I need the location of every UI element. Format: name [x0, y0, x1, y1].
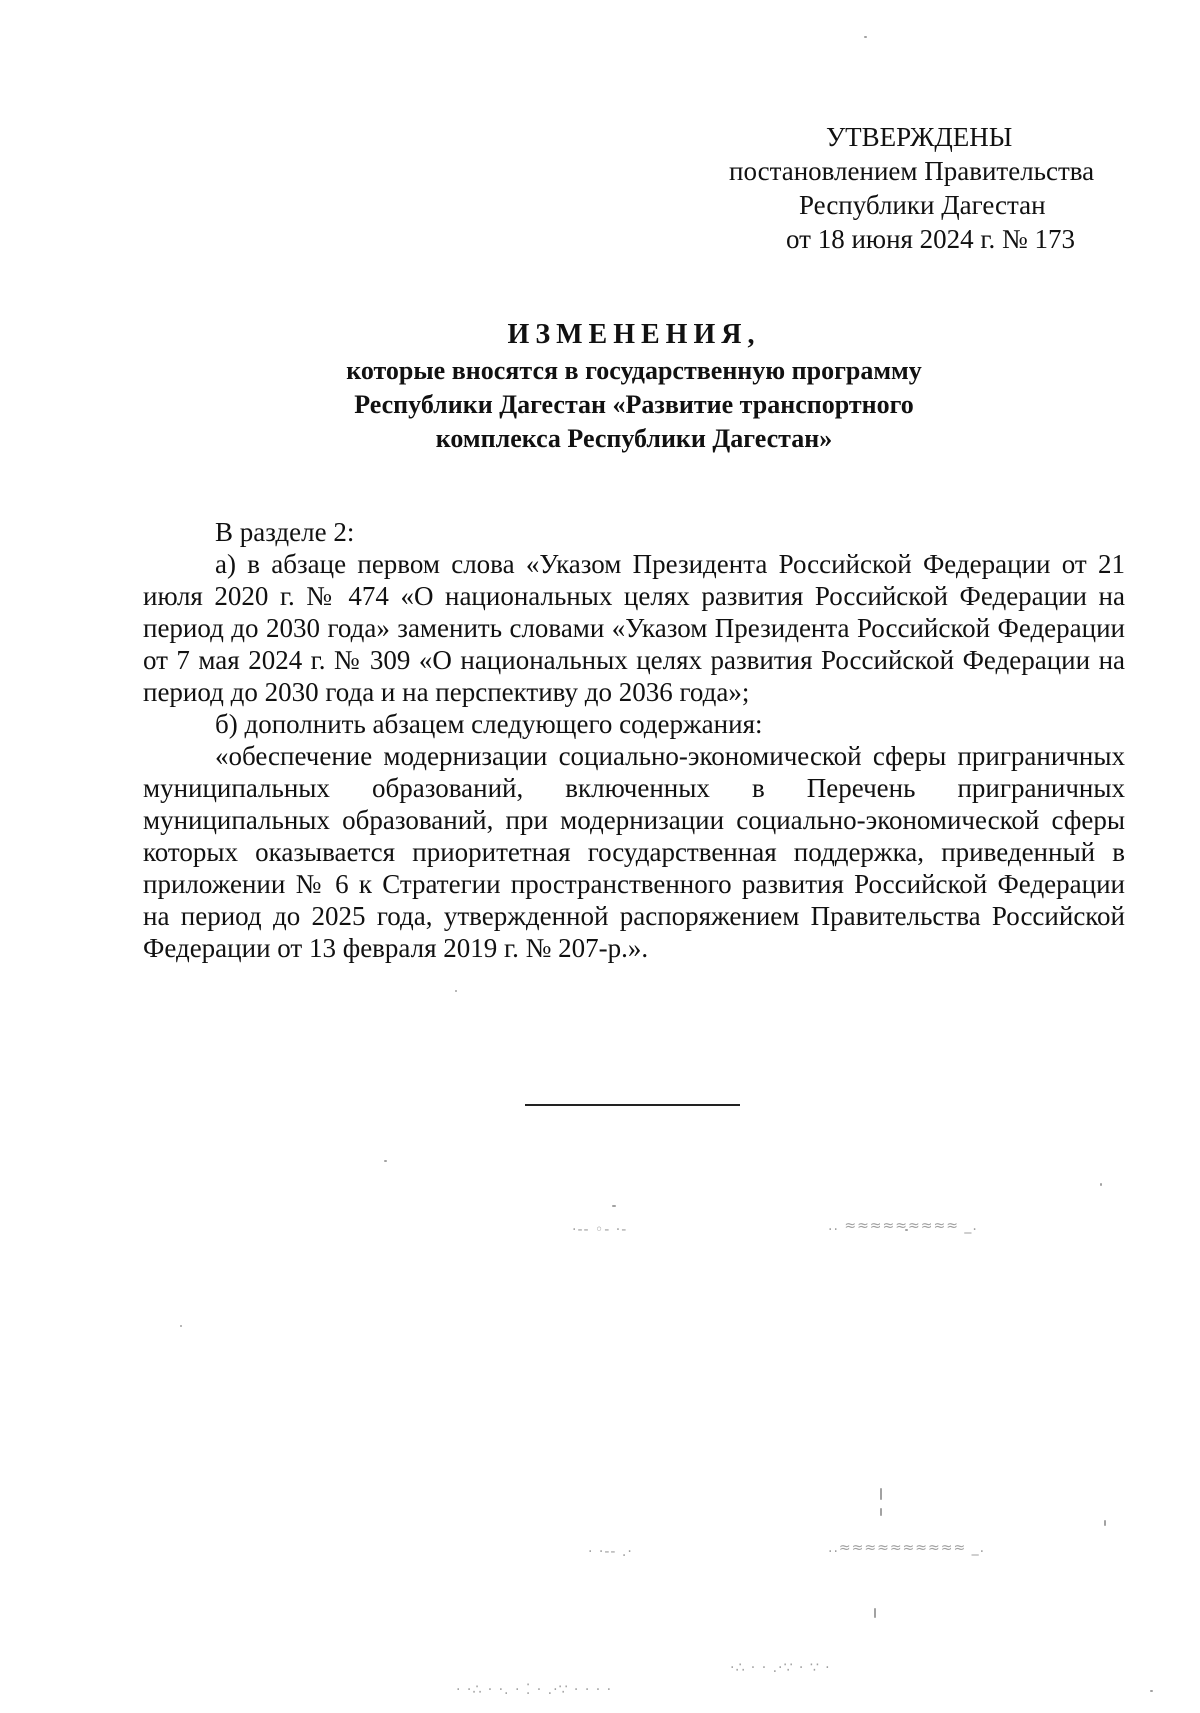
approval-region: Республики Дагестан: [799, 190, 1046, 220]
scan-speck: [1150, 1690, 1153, 1692]
scan-speck: [1104, 1520, 1106, 1526]
end-divider: [525, 1104, 740, 1106]
scan-speck: [180, 1325, 182, 1327]
scan-speck: [880, 1508, 882, 1516]
scan-artifact: · ·∴ · ·. · ⁚ · .·∵ · · · ·: [456, 1682, 613, 1698]
item-a-paragraph: а) в абзаце первом слова «Указом Президента Российской Федерации от 21 июля 2020 г. № 474 «О национальных целях развития Российской Федерации на период до 2030 года» заменить словами «Указом Президента Российской Федерации от 7 мая 2024 г. № 309 «О национальных целях развития Российской Федерации на период до 2030 года и на перспективу до 2036 года»;: [143, 549, 1125, 707]
scan-speck: [612, 1205, 616, 1207]
scan-speck: [384, 1160, 387, 1162]
scan-speck: [1100, 1183, 1102, 1186]
scan-speck: [874, 1608, 876, 1618]
title-line-3: комплекса Республики Дагестан»: [435, 424, 833, 453]
document-body: [143, 516, 1125, 964]
section-intro: В разделе 2:: [215, 517, 355, 547]
approval-authority: постановлением Правительства: [729, 156, 1095, 186]
scan-artifact: · ·-- .·: [588, 1544, 633, 1560]
scan-speck: [880, 1488, 882, 1500]
scan-artifact: ·-- ◦- ·-: [572, 1222, 628, 1238]
title-line-1: которые вносятся в государственную программу: [346, 356, 922, 385]
scan-artifact: ·∴ · · .·∵ · ∵ ·: [730, 1660, 831, 1676]
approval-date-number: от 18 июня 2024 г. № 173: [786, 224, 1075, 254]
title-main: ИЗМЕНЕНИЯ,: [507, 319, 761, 350]
approval-heading: УТВЕРЖДЕНЫ: [826, 122, 1013, 152]
quoted-paragraph: «обеспечение модернизации социально-экономической сферы приграничных муниципальных образований, включенных в Перечень приграничных муниципальных образований, при модернизации социально-экономической сферы которых оказывается приоритетная государственная поддержка, приведенный в приложении № 6 к Стратегии пространственного развития Российской Федерации на период до 2025 года, утвержденной распоряжением Правительства Российской Федерации от 13 февраля 2019 г. № 207-р.».: [143, 741, 1125, 963]
item-b-paragraph: б) дополнить абзацем следующего содержания:: [215, 709, 763, 739]
scan-speck: [455, 990, 457, 992]
document-title: [140, 318, 1128, 456]
title-line-2: Республики Дагестан «Развитие транспортного: [354, 390, 914, 419]
scan-artifact: ..≈≈≈≈≈≈≈≈≈≈ _.: [828, 1540, 986, 1556]
approval-stamp: [700, 120, 1140, 256]
scan-speck: [864, 36, 867, 38]
scan-artifact: .. ≈≈≈≈≈≈≈≈≈ _.: [828, 1218, 978, 1234]
